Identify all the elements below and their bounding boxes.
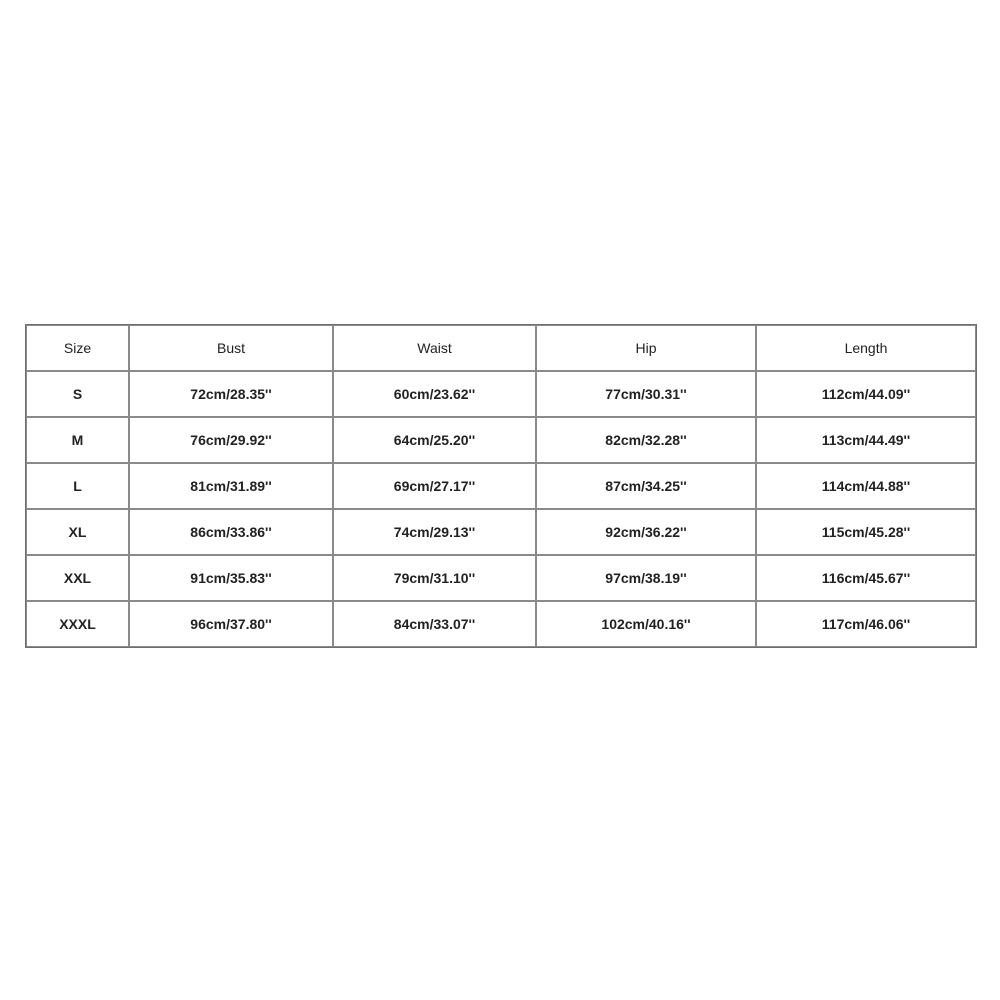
size-chart-table	[25, 324, 977, 648]
bust-cell: 72cm/28.35''	[129, 371, 333, 417]
bust-cell: 86cm/33.86''	[129, 509, 333, 555]
header-size: Size	[26, 325, 129, 371]
table-row	[26, 463, 976, 509]
table-row	[26, 371, 976, 417]
waist-cell: 64cm/25.20''	[333, 417, 536, 463]
length-cell: 114cm/44.88''	[756, 463, 976, 509]
header-row	[26, 325, 976, 371]
hip-cell: 87cm/34.25''	[536, 463, 756, 509]
length-cell: 113cm/44.49''	[756, 417, 976, 463]
size-cell: L	[26, 463, 129, 509]
bust-cell: 81cm/31.89''	[129, 463, 333, 509]
bust-cell: 96cm/37.80''	[129, 601, 333, 647]
hip-cell: 82cm/32.28''	[536, 417, 756, 463]
hip-cell: 102cm/40.16''	[536, 601, 756, 647]
table-row	[26, 509, 976, 555]
waist-cell: 60cm/23.62''	[333, 371, 536, 417]
size-cell: S	[26, 371, 129, 417]
waist-cell: 84cm/33.07''	[333, 601, 536, 647]
header-waist: Waist	[333, 325, 536, 371]
length-cell: 116cm/45.67''	[756, 555, 976, 601]
size-cell: XXXL	[26, 601, 129, 647]
waist-cell: 69cm/27.17''	[333, 463, 536, 509]
size-cell: XL	[26, 509, 129, 555]
waist-cell: 79cm/31.10''	[333, 555, 536, 601]
table-row	[26, 601, 976, 647]
hip-cell: 77cm/30.31''	[536, 371, 756, 417]
header-bust: Bust	[129, 325, 333, 371]
table-row	[26, 555, 976, 601]
size-cell: XXL	[26, 555, 129, 601]
hip-cell: 97cm/38.19''	[536, 555, 756, 601]
table-row	[26, 417, 976, 463]
bust-cell: 76cm/29.92''	[129, 417, 333, 463]
waist-cell: 74cm/29.13''	[333, 509, 536, 555]
size-cell: M	[26, 417, 129, 463]
header-length: Length	[756, 325, 976, 371]
header-hip: Hip	[536, 325, 756, 371]
hip-cell: 92cm/36.22''	[536, 509, 756, 555]
bust-cell: 91cm/35.83''	[129, 555, 333, 601]
length-cell: 112cm/44.09''	[756, 371, 976, 417]
length-cell: 117cm/46.06''	[756, 601, 976, 647]
length-cell: 115cm/45.28''	[756, 509, 976, 555]
